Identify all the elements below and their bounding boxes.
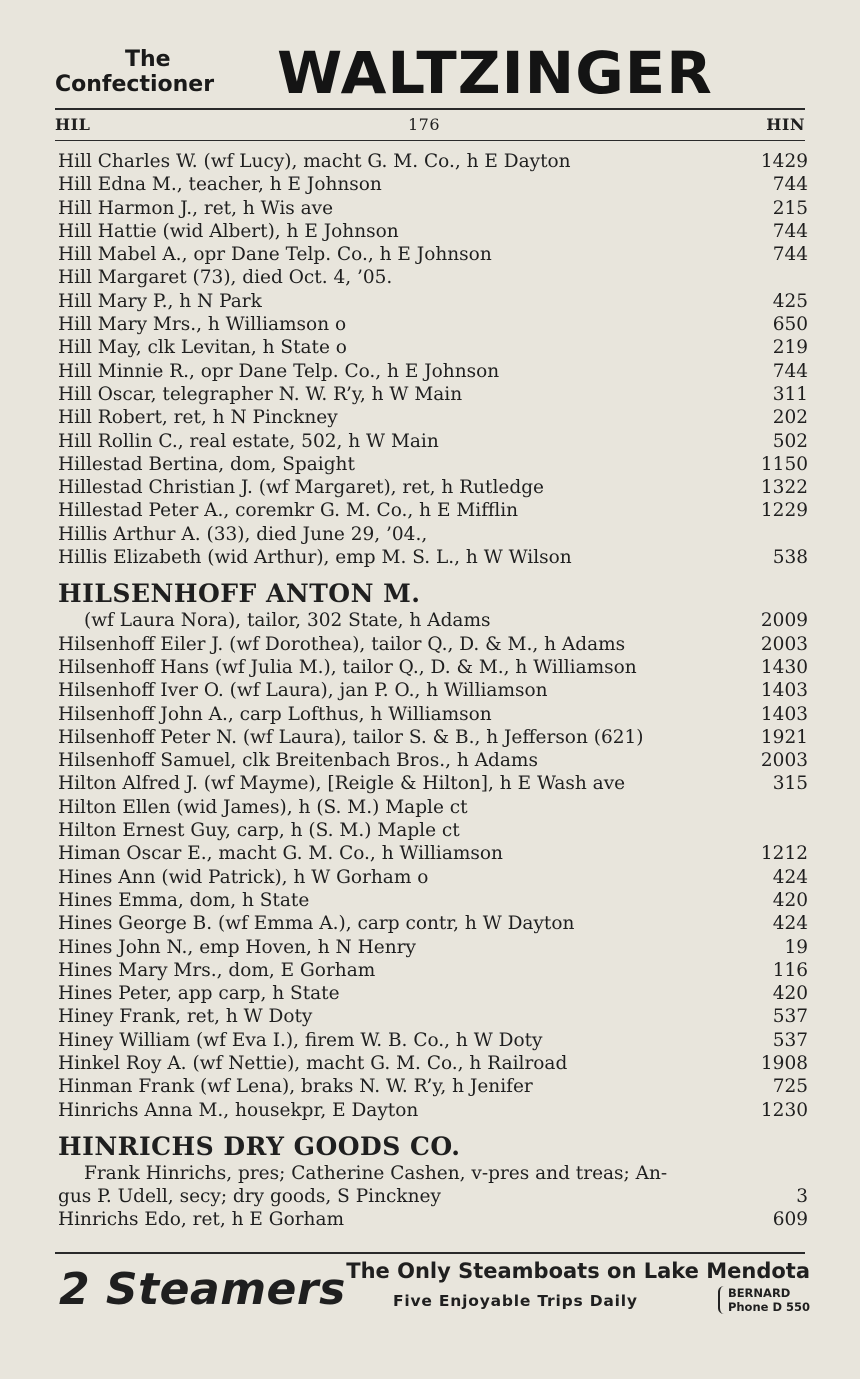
directory-entry xyxy=(58,360,808,383)
entry-text: (wf Laura Nora), tailor, 302 State, h Adams xyxy=(84,610,491,632)
page-number: 176 xyxy=(408,115,441,134)
directory-entry xyxy=(58,982,808,1005)
entry-number: 1212 xyxy=(760,843,808,865)
entry-number: 315 xyxy=(772,773,808,795)
entry-number: 538 xyxy=(772,547,808,569)
entry-text: Hillestad Peter A., coremkr G. M. Co., h E Mifflin xyxy=(58,500,519,522)
entry-text: Hinrichs Edo, ret, h E Gorham xyxy=(58,1209,345,1231)
entries-block-hilsenhoff xyxy=(58,609,808,1122)
entry-number: 116 xyxy=(772,959,808,981)
entry-text: Hiney William (wf Eva I.), firem W. B. Co., h W Doty xyxy=(58,1029,543,1051)
directory-entry xyxy=(58,819,808,842)
entry-number: 650 xyxy=(772,314,808,336)
entry-text: Himan Oscar E., macht G. M. Co., h Williamson xyxy=(58,843,503,865)
entry-text: Hillis Elizabeth (wid Arthur), emp M. S. L., h W Wilson xyxy=(58,547,572,569)
entry-number: 1908 xyxy=(760,1052,808,1074)
header-advertisement xyxy=(55,38,805,108)
entry-number: 2003 xyxy=(760,633,808,655)
business-heading-hilsenhoff: HILSENHOFF ANTON M. xyxy=(58,579,421,609)
entry-number: 1403 xyxy=(760,703,808,725)
entry-number: 19 xyxy=(784,936,808,958)
directory-entry xyxy=(58,290,808,313)
directory-entry xyxy=(58,1099,808,1122)
directory-entry xyxy=(58,912,808,935)
directory-entry xyxy=(58,1052,808,1075)
entry-text: Hilsenhoff Hans (wf Julia M.), tailor Q., D. & M., h Williamson xyxy=(58,656,637,678)
entry-number: 1430 xyxy=(760,656,808,678)
entry-number: 424 xyxy=(772,913,808,935)
directory-entry xyxy=(58,1005,808,1028)
directory-entry xyxy=(58,936,808,959)
directory-entry xyxy=(58,656,808,679)
entry-text: Hill Mabel A., opr Dane Telp. Co., h E Johnson xyxy=(58,244,492,266)
entry-number: 3 xyxy=(796,1186,808,1208)
directory-entry xyxy=(58,546,808,569)
entry-number: 1921 xyxy=(760,726,808,748)
directory-entry xyxy=(58,842,808,865)
entry-text: Hill Margaret (73), died Oct. 4, ’05. xyxy=(58,267,393,289)
directory-entry xyxy=(58,430,808,453)
header-rule-top xyxy=(55,108,805,110)
directory-entry xyxy=(58,772,808,795)
entry-number: 2009 xyxy=(760,610,808,632)
entry-text: Hines Ann (wid Patrick), h W Gorham o xyxy=(58,866,429,888)
footer-subline: Five Enjoyable Trips Daily xyxy=(393,1292,638,1310)
footer-steamers-title: 2 Steamers xyxy=(59,1264,346,1315)
header-tagline-line1: The xyxy=(125,47,171,72)
entry-number: 202 xyxy=(772,407,808,429)
footer-contact-name: BERNARD xyxy=(727,1286,791,1300)
directory-entry xyxy=(58,633,808,656)
directory-entry xyxy=(58,406,808,429)
directory-entry xyxy=(58,866,808,889)
entry-text: Frank Hinrichs, pres; Catherine Cashen, v-pres and treas; An- xyxy=(84,1162,668,1184)
footer-contact xyxy=(718,1286,810,1314)
header-brand-name: WALTZINGER xyxy=(277,39,713,107)
directory-entry xyxy=(58,313,808,336)
entries-block-hinrichs xyxy=(58,1162,808,1232)
directory-entry xyxy=(58,726,808,749)
entry-text: Hillestad Christian J. (wf Margaret), ret, h Rutledge xyxy=(58,477,544,499)
entry-text: Hilsenhoff Iver O. (wf Laura), jan P. O., h Williamson xyxy=(58,680,548,702)
entry-text: Hill May, clk Levitan, h State o xyxy=(58,337,347,359)
entry-number: 537 xyxy=(772,1029,808,1051)
directory-entry xyxy=(58,959,808,982)
entry-number: 744 xyxy=(772,360,808,382)
entry-number: 420 xyxy=(772,889,808,911)
entry-number: 744 xyxy=(772,244,808,266)
entry-number: 2003 xyxy=(760,750,808,772)
business-heading-hinrichs: HINRICHS DRY GOODS CO. xyxy=(58,1131,461,1161)
entry-text: Hillestad Bertina, dom, Spaight xyxy=(58,453,355,475)
directory-entry xyxy=(58,336,808,359)
entry-text: Hinman Frank (wf Lena), braks N. W. R’y, h Jenifer xyxy=(58,1076,533,1098)
directory-entry xyxy=(58,889,808,912)
entry-number: 215 xyxy=(772,197,808,219)
entry-number: 537 xyxy=(772,1006,808,1028)
directory-entry xyxy=(58,749,808,772)
directory-entry xyxy=(58,243,808,266)
entry-text: Hilton Alfred J. (wf Mayme), [Reigle & Hilton], h E Wash ave xyxy=(58,773,626,795)
entry-number: 1229 xyxy=(760,500,808,522)
entry-text: Hillis Arthur A. (33), died June 29, ’04., xyxy=(58,523,428,545)
entry-number: 311 xyxy=(772,383,808,405)
running-head-left: HIL xyxy=(55,115,91,134)
entry-text: Hill Rollin C., real estate, 502, h W Main xyxy=(58,430,439,452)
entry-number: 1322 xyxy=(760,477,808,499)
directory-entry xyxy=(58,703,808,726)
entry-number: 725 xyxy=(772,1076,808,1098)
entry-text: Hines George B. (wf Emma A.), carp contr, h W Dayton xyxy=(58,913,575,935)
entry-text: Hilsenhoff Samuel, clk Breitenbach Bros., h Adams xyxy=(58,750,538,772)
entry-text: Hiney Frank, ret, h W Doty xyxy=(58,1006,313,1028)
entry-number: 1150 xyxy=(760,453,808,475)
header-rule-bottom xyxy=(55,140,805,141)
entry-text: Hinrichs Anna M., housekpr, E Dayton xyxy=(58,1099,419,1121)
header-tagline xyxy=(55,48,214,98)
entry-text: Hill Charles W. (wf Lucy), macht G. M. Co., h E Dayton xyxy=(58,151,571,172)
entry-number: 424 xyxy=(772,866,808,888)
directory-entry xyxy=(58,383,808,406)
running-head-right: HIN xyxy=(766,115,805,134)
footer-rule xyxy=(55,1252,805,1254)
directory-entry xyxy=(58,173,808,196)
entry-number: 609 xyxy=(772,1209,808,1231)
directory-entries xyxy=(58,150,808,1232)
entry-text: Hill Mary Mrs., h Williamson o xyxy=(58,314,347,336)
entry-text: Hines Peter, app carp, h State xyxy=(58,983,340,1005)
entry-text: Hilsenhoff Eiler J. (wf Dorothea), tailor Q., D. & M., h Adams xyxy=(58,633,626,655)
directory-entry xyxy=(58,1162,808,1185)
entry-text: Hilton Ellen (wid James), h (S. M.) Maple ct xyxy=(58,796,468,818)
directory-entry xyxy=(58,150,808,173)
directory-entry xyxy=(58,499,808,522)
entry-number: 425 xyxy=(772,290,808,312)
directory-entry xyxy=(58,679,808,702)
entry-number: 502 xyxy=(772,430,808,452)
directory-entry xyxy=(58,609,808,632)
footer-advertisement xyxy=(55,1258,810,1318)
entries-block-hill xyxy=(58,150,808,569)
entry-text: Hill Harmon J., ret, h Wis ave xyxy=(58,197,334,219)
entry-number: 420 xyxy=(772,983,808,1005)
directory-entry xyxy=(58,1208,808,1231)
entry-text: Hines Emma, dom, h State xyxy=(58,889,310,911)
entry-text: Hilsenhoff Peter N. (wf Laura), tailor S. & B., h Jefferson (621) xyxy=(58,726,644,748)
directory-entry xyxy=(58,476,808,499)
directory-entry xyxy=(58,1185,808,1208)
entry-text: gus P. Udell, secy; dry goods, S Pinckney xyxy=(58,1186,441,1208)
directory-entry xyxy=(58,796,808,819)
directory-entry xyxy=(58,197,808,220)
entry-number: 1230 xyxy=(760,1099,808,1121)
footer-headline: The Only Steamboats on Lake Mendota xyxy=(346,1259,810,1283)
entry-text: Hilsenhoff John A., carp Lofthus, h Williamson xyxy=(58,703,492,725)
entry-number: 219 xyxy=(772,337,808,359)
entry-text: Hilton Ernest Guy, carp, h (S. M.) Maple ct xyxy=(58,820,460,842)
directory-entry xyxy=(58,1029,808,1052)
entry-text: Hill Oscar, telegrapher N. W. R’y, h W Main xyxy=(58,383,463,405)
entry-text: Hill Mary P., h N Park xyxy=(58,290,262,312)
entry-text: Hill Robert, ret, h N Pinckney xyxy=(58,407,338,429)
directory-entry xyxy=(58,453,808,476)
entry-number: 744 xyxy=(772,174,808,196)
entry-number: 744 xyxy=(772,220,808,242)
entry-text: Hill Hattie (wid Albert), h E Johnson xyxy=(58,220,399,242)
entry-text: Hill Edna M., teacher, h E Johnson xyxy=(58,174,382,196)
directory-entry xyxy=(58,220,808,243)
entry-text: Hill Minnie R., opr Dane Telp. Co., h E Johnson xyxy=(58,360,500,382)
entry-text: Hinkel Roy A. (wf Nettie), macht G. M. Co., h Railroad xyxy=(58,1052,568,1074)
footer-contact-phone: Phone D 550 xyxy=(727,1300,810,1314)
entry-text: Hines John N., emp Hoven, h N Henry xyxy=(58,936,416,958)
entry-number: 1429 xyxy=(760,151,808,172)
header-tagline-line2: Confectioner xyxy=(55,72,215,97)
directory-entry xyxy=(58,523,808,546)
directory-entry xyxy=(58,1075,808,1098)
directory-entry xyxy=(58,266,808,289)
entry-text: Hines Mary Mrs., dom, E Gorham xyxy=(58,959,376,981)
entry-number: 1403 xyxy=(760,680,808,702)
